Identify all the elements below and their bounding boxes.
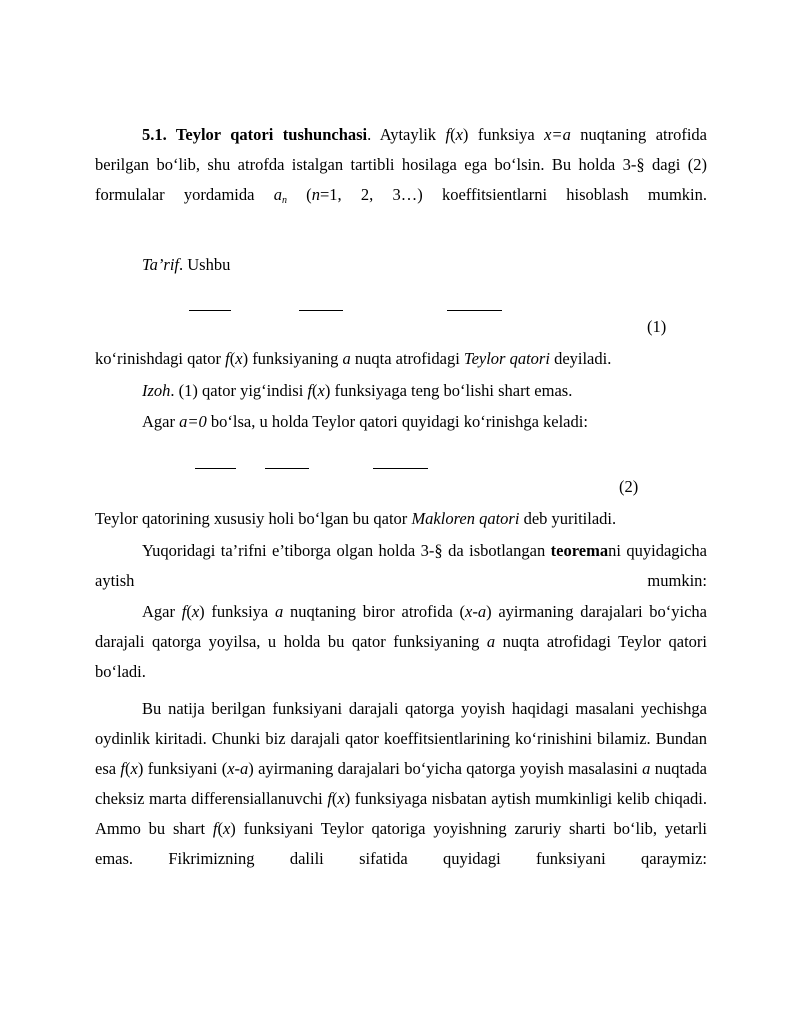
formula-2-fraction-bar [195, 468, 236, 469]
remark-line: Izoh. (1) qator yig‘indisi f(x) funksiyaga teng bo‘lishi shart emas. [142, 381, 573, 400]
remark-label: Izoh [142, 381, 171, 400]
formula-1-fraction-bar [189, 310, 231, 311]
formula-1-fraction-bar [299, 310, 343, 311]
equation-number-1: (1) [647, 317, 667, 336]
theorem-paragraph: Agar f(x) funksiya a nuqtaning biror atrofida (x-a) ayirmaning darajalari bo‘yicha darajali qatorga yoyilsa, u holda bu qator funksiyaning a nuqta atrofidagi Teylor qatori bo‘ladi. [95, 602, 707, 681]
formula-1-fraction-bar [447, 310, 502, 311]
term-teylor-qatori: Teylor qatori [463, 349, 550, 368]
section-title: 5.1. Teylor qatori tushunchasi [142, 125, 368, 144]
equation-number-2: (2) [619, 477, 639, 496]
intro-paragraph: 5.1. Teylor qatori tushunchasi. Aytaylik f(x) funksiya x=a nuqtaning atrofida berilgan bo‘lib, shu atrofda istalgan tartibli hosilaga ega bo‘lsin. Bu holda 3-§ dagi (2) formulalar yordamida $a_n$ (n=1, 2, 3…) koeffitsientlarni hisoblash mumkin. [95, 125, 707, 206]
theorem-intro-paragraph: Yuqoridagi ta’rifni e’tiborga olgan holda 3-§ da isbotlangan teoremani quyidagicha aytish mumkin: [95, 541, 708, 590]
term-makloren-qatori: Makloren qatori [411, 509, 520, 528]
formula-2-fraction-bar [373, 468, 428, 469]
definition-line: Ta’rif. Ushbu [142, 255, 231, 274]
term-teorema: teorema [550, 541, 609, 560]
formula-2-fraction-bar [265, 468, 309, 469]
special-case-line: Agar a=0 bo‘lsa, u holda Teylor qatori quyidagi ko‘rinishga keladi: [142, 412, 588, 431]
definition-conclusion: ko‘rinishdagi qator f(x) funksiyaning a nuqta atrofidagi Teylor qatori deyiladi. [95, 349, 612, 368]
maclaurin-line: Teylor qatorining xususiy holi bo‘lgan bu qator Makloren qatori deb yuritiladi. [95, 509, 617, 528]
conclusion-paragraph: Bu natija berilgan funksiyani darajali qatorga yoyish haqidagi masalani yechishga oydinlik kiritadi. Chunki biz darajali qator koeffitsientlarining ko‘rinishini bilamiz. Bundan esa f(x) funksiyani (x-a) ayirmaning darajalari bo‘yicha qatorga yoyish masalasini a nuqtada cheksiz marta differensiallanuvchi f(x) funksiyaga nisbatan aytish mumkinligi kelib chiqadi. Ammo bu shart f(x) funksiyani Teylor qatoriga yoyishning zaruriy sharti bo‘lib, yetarli emas. Fikrimizning dalili sifatida quyidagi funksiyani qaraymiz: [95, 699, 708, 868]
definition-label: Ta’rif [142, 255, 179, 274]
